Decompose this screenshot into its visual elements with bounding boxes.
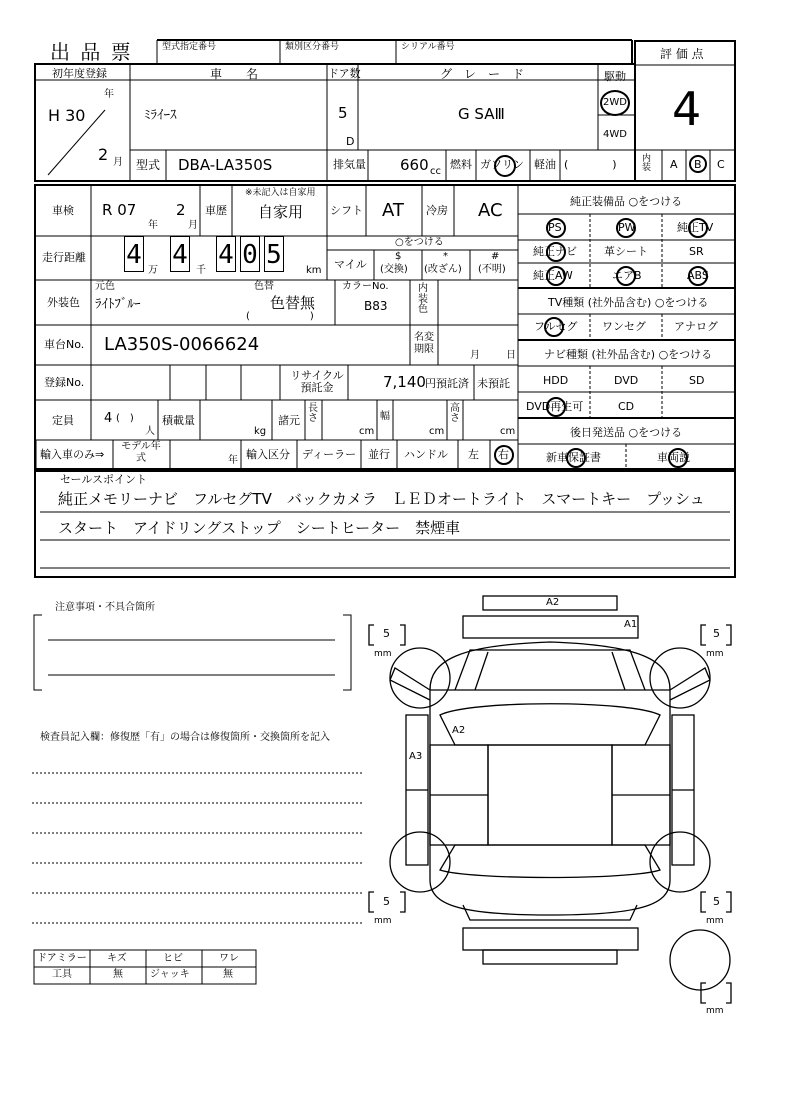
later-manual-mark xyxy=(668,448,688,468)
tread-spare-mm: mm xyxy=(706,1006,724,1016)
length-cm: cm xyxy=(359,426,375,437)
mileage-digit-2: 4 xyxy=(170,236,190,272)
shift-label: シフト xyxy=(330,204,363,217)
name-change-label: 名変期限 xyxy=(414,332,434,355)
original-color: ﾗｲﾄﾌﾞﾙｰ xyxy=(95,297,141,312)
tools-row-jack: ジャッキ xyxy=(150,969,190,980)
drive-2wd-mark xyxy=(600,90,630,116)
equip-airbag-mark xyxy=(616,266,636,286)
original-color-label: 元色 xyxy=(95,281,115,292)
navi-dvd: DVD xyxy=(614,374,639,387)
tv-analog: アナログ xyxy=(674,320,718,333)
year-unit: 年 xyxy=(104,89,114,100)
sales-label: セールスポイント xyxy=(60,473,148,486)
shaken-era: R 07 xyxy=(102,201,137,219)
tools-header-scratch: キズ xyxy=(107,953,127,964)
color-no-label: カラーNo. xyxy=(342,281,389,292)
unknown-symbol: # xyxy=(491,251,500,262)
doors: 5 xyxy=(338,104,348,122)
repaint-value: 色替無 xyxy=(270,294,316,312)
interior-b-mark xyxy=(689,155,707,173)
ac-value: AC xyxy=(478,200,503,221)
seats-label: 定員 xyxy=(52,414,74,427)
tread-fl-mm: mm xyxy=(374,649,392,659)
drive-label: 駆動 xyxy=(604,70,626,83)
equip-tv: 純正TV xyxy=(677,221,714,234)
registration-label: 登録No. xyxy=(44,376,85,389)
equip-navi: 純正ナビ xyxy=(533,245,577,258)
navi-hdd: HDD xyxy=(543,374,569,387)
later-warranty-mark xyxy=(566,448,586,468)
tv-oneseg: ワンセグ xyxy=(602,320,646,333)
dealer-option: ディーラー xyxy=(302,448,357,461)
tools-header-mirror: ドアミラー xyxy=(37,953,87,964)
equip-ps-mark xyxy=(546,218,566,238)
interior-label: 内装 xyxy=(642,154,652,173)
panel-a3: A3 xyxy=(409,751,423,762)
category-label: 類別区分番号 xyxy=(285,42,340,52)
ac-label: 冷房 xyxy=(426,204,448,217)
unknown-option: (不明) xyxy=(478,264,506,275)
equip-abs-mark xyxy=(688,266,708,286)
door-suffix: D xyxy=(346,135,355,148)
navi-dvd-play: DVD再生可 xyxy=(526,400,584,413)
mileage-label: 走行距離 xyxy=(42,251,86,264)
inspector-label: 検査員記入欄：修復歴「有」の場合は修復箇所・交換箇所を記入 xyxy=(40,732,330,743)
evaluation-score: 4 xyxy=(672,82,702,136)
fuel-other: ( ) xyxy=(564,158,617,171)
tread-rl: 5 xyxy=(383,895,390,908)
equip-pw-mark xyxy=(616,218,636,238)
tamper-symbol: * xyxy=(443,251,448,262)
equip-ps: PS xyxy=(548,221,562,234)
sales-line-2: スタート アイドリングストップ シートヒーター 禁煙車 xyxy=(58,519,461,537)
tools-header-crack: ヒビ xyxy=(163,953,183,964)
tv-fullseg-mark xyxy=(544,317,564,337)
equip-aw: 純正AW xyxy=(533,269,573,282)
drive-2wd: 2WD xyxy=(603,97,627,108)
model-year-label: モデル年式 xyxy=(121,441,161,464)
shaken-label: 車検 xyxy=(52,204,74,217)
navi-cd: CD xyxy=(618,400,635,413)
equip-tv-mark xyxy=(688,218,708,238)
mileage-digit-5: 5 xyxy=(264,236,284,272)
interior-color-label: 内装色 xyxy=(418,283,428,315)
name-change-month: 月 xyxy=(470,350,480,361)
score-label: 評 価 点 xyxy=(660,47,704,61)
exchange-symbol: $ xyxy=(395,251,402,262)
seats-value: 4 xyxy=(104,411,113,426)
width-cm: cm xyxy=(429,426,445,437)
not-deposited: 未預託 xyxy=(477,377,510,390)
right-handle-mark xyxy=(494,445,514,465)
equip-aw-mark xyxy=(546,266,566,286)
fuel-gasoline-mark xyxy=(494,155,516,177)
displacement-label: 排気量 xyxy=(333,158,366,171)
repaint-paren: ( ) xyxy=(246,311,314,322)
person-unit: 人 xyxy=(145,426,155,437)
month-unit: 月 xyxy=(113,157,123,168)
history-note: ※未記入は自家用 xyxy=(245,188,316,198)
grade: G SAⅢ xyxy=(458,105,505,123)
form-title: 出 品 票 xyxy=(50,40,133,64)
man-unit: 万 xyxy=(148,265,158,276)
parallel-option: 並行 xyxy=(368,448,390,461)
mile-option: マイル xyxy=(334,258,367,271)
model-label: 型式 xyxy=(136,158,161,172)
panel-a2-body: A2 xyxy=(452,725,466,736)
seats-paren: ( ) xyxy=(116,413,134,424)
tread-rl-mm: mm xyxy=(374,916,392,926)
navi-dvd-play-mark xyxy=(546,397,566,417)
tv-fullseg: フルセグ xyxy=(534,320,578,333)
interior-c: C xyxy=(717,158,725,171)
serial-label: シリアル番号 xyxy=(401,42,455,52)
kg-unit: kg xyxy=(254,426,267,437)
exterior-color-label: 外装色 xyxy=(47,296,80,309)
sen-unit: 千 xyxy=(196,265,206,276)
tv-title: TV種類 (社外品含む) ○をつける xyxy=(548,296,709,309)
repaint-label: 色替 xyxy=(254,281,274,292)
height-label: 高さ xyxy=(450,403,460,424)
shaken-month-unit: 月 xyxy=(188,220,198,231)
fuel-label: 燃料 xyxy=(450,158,472,171)
equip-abs: ABS xyxy=(687,269,709,282)
import-label: 輸入車のみ⇒ xyxy=(40,448,105,461)
first-reg-label: 初年度登録 xyxy=(52,67,107,80)
exchange-option: (交換) xyxy=(380,264,408,275)
height-cm: cm xyxy=(500,426,516,437)
shaken-month: 2 xyxy=(176,201,186,219)
type-designation-label: 型式指定番号 xyxy=(162,42,217,52)
equip-leather: 革シート xyxy=(604,245,648,258)
history-value: 自家用 xyxy=(258,203,304,221)
equip-pw: PW xyxy=(618,221,636,234)
width-label: 幅 xyxy=(380,411,390,422)
displacement: 660 xyxy=(400,156,429,174)
spec-label: 諸元 xyxy=(278,414,300,427)
equip-airbag: エアB xyxy=(612,269,642,282)
tread-rr: 5 xyxy=(713,895,720,908)
tools-row-tools: 工具 xyxy=(52,969,72,980)
shaken-year-unit: 年 xyxy=(148,220,158,231)
grade-label: グ レ ー ド xyxy=(440,67,525,81)
model-code: DBA-LA350S xyxy=(178,156,273,174)
length-label: 長さ xyxy=(308,403,318,424)
navi-title: ナビ種類 (社外品含む) ○をつける xyxy=(544,348,713,361)
left-option: 左 xyxy=(468,448,479,461)
later-title: 後日発送品 ○をつける xyxy=(570,426,683,439)
chassis-number: LA350S-0066624 xyxy=(104,334,260,355)
tread-rr-mm: mm xyxy=(706,916,724,926)
panel-a2-top: A2 xyxy=(546,597,560,608)
tools-header-break: ワレ xyxy=(219,953,239,964)
chassis-label: 車台No. xyxy=(44,338,85,351)
tools-row-val1: 無 xyxy=(113,969,123,980)
name-change-day: 日 xyxy=(506,350,516,361)
car-name-label: 車 名 xyxy=(210,67,259,81)
km-unit: km xyxy=(306,265,322,276)
equip-navi-mark xyxy=(546,242,566,262)
recycle-label: リサイクル預託金 xyxy=(290,369,344,395)
interior-a: A xyxy=(670,158,678,171)
sales-line-1: 純正メモリーナビ フルセグTV バックカメラ ＬＥＤオートライト スマートキー プッシュ xyxy=(58,490,705,508)
fuel-light: 軽油 xyxy=(534,158,556,171)
import-year-unit: 年 xyxy=(228,455,238,466)
tools-row-val2: 無 xyxy=(223,969,233,980)
right-option: 右 xyxy=(498,448,509,461)
equip-sr: SR xyxy=(689,245,704,258)
doors-label: ドア数 xyxy=(328,67,361,80)
equipment-title: 純正装備品 ○をつける xyxy=(570,195,683,208)
interior-b: B xyxy=(694,158,702,171)
tread-fl: 5 xyxy=(383,627,390,640)
caution-label: 注意事項・不具合箇所 xyxy=(55,602,155,613)
car-diagram xyxy=(369,596,731,1003)
history-label: 車歴 xyxy=(205,204,227,217)
color-no: B83 xyxy=(364,299,388,313)
mileage-digit-3: 4 xyxy=(216,236,236,272)
shift-value: AT xyxy=(382,200,404,221)
tread-fr-mm: mm xyxy=(706,649,724,659)
drive-4wd: 4WD xyxy=(603,129,627,140)
load-label: 積載量 xyxy=(162,414,195,427)
first-reg-month: 2 xyxy=(98,145,109,164)
panel-a1: A1 xyxy=(624,619,638,630)
mark-label: ○をつける xyxy=(395,237,444,248)
navi-sd: SD xyxy=(689,374,705,387)
first-reg-era: H 30 xyxy=(48,106,86,125)
mileage-digit-4: 0 xyxy=(240,236,260,272)
recycle-status: 円預託済 xyxy=(425,377,469,390)
tread-fr: 5 xyxy=(713,627,720,640)
import-type-label: 輸入区分 xyxy=(246,448,290,461)
later-manual: 車両説 xyxy=(657,451,690,464)
fuel-gasoline: ガソリン xyxy=(480,158,524,171)
later-warranty: 新車保証書 xyxy=(546,451,601,464)
cc-unit: cc xyxy=(430,166,441,177)
car-name: ﾐﾗｲｰｽ xyxy=(144,108,177,123)
tamper-option: (改ざん) xyxy=(424,264,462,275)
mileage-digit-1: 4 xyxy=(124,236,144,272)
handle-label: ハンドル xyxy=(404,448,448,461)
recycle-value: 7,140 xyxy=(383,373,426,391)
